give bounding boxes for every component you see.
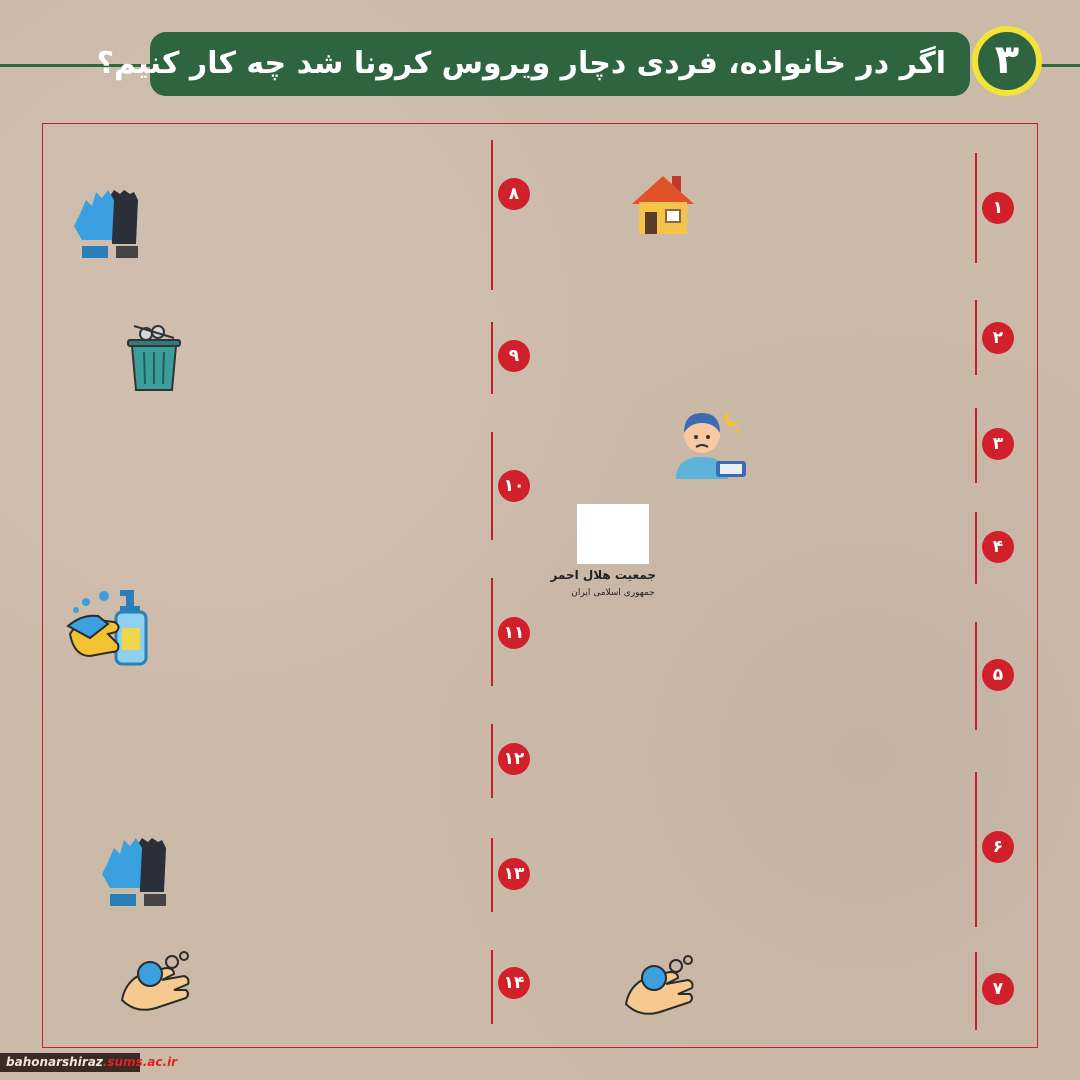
divider-line	[491, 322, 493, 394]
item-number-badge: ۱۳	[498, 858, 530, 890]
divider-line	[975, 512, 977, 584]
divider-line	[491, 838, 493, 912]
item-number-badge: ۱۲	[498, 743, 530, 775]
page-title: اگر در خانواده، فردی دچار ویروس کرونا شد چه کار کنیم؟	[150, 32, 970, 96]
divider-line	[975, 153, 977, 263]
item-number-badge: ۱۴	[498, 967, 530, 999]
section-number-badge: ۳	[972, 26, 1042, 96]
footer-domain: .sums.ac.ir	[102, 1055, 178, 1069]
divider-line	[975, 622, 977, 730]
logo-line-1: جمعیت هلال احمر	[550, 568, 656, 582]
item-number-badge: ۹	[498, 340, 530, 372]
divider-line	[975, 952, 977, 1030]
item-number-badge: ۶	[982, 831, 1014, 863]
divider-line	[975, 772, 977, 927]
item-number-badge: ۷	[982, 973, 1014, 1005]
item-number-badge: ۱	[982, 192, 1014, 224]
item-number-badge: ۱۱	[498, 617, 530, 649]
item-number-badge: ۴	[982, 531, 1014, 563]
header-rule-right	[1040, 64, 1080, 67]
item-number-badge: ۳	[982, 428, 1014, 460]
footer-site: bahonarshiraz	[6, 1055, 103, 1069]
house-icon	[630, 172, 696, 238]
divider-line	[975, 408, 977, 483]
item-number-badge: ۸	[498, 178, 530, 210]
hand-wash-icon	[620, 952, 700, 1032]
footer-watermark	[0, 1053, 178, 1072]
gloves-icon	[100, 832, 180, 912]
sleepless-person-icon	[668, 405, 752, 479]
item-number-badge: ۱۰	[498, 470, 530, 502]
item-number-badge: ۵	[982, 659, 1014, 691]
hand-wash-icon	[116, 948, 196, 1028]
divider-line	[491, 724, 493, 798]
red-crescent-icon	[577, 504, 649, 564]
item-number-badge: ۲	[982, 322, 1014, 354]
content-frame	[42, 123, 1038, 1048]
sanitizer-icon	[64, 580, 156, 672]
divider-line	[491, 578, 493, 686]
gloves-icon	[72, 184, 152, 264]
divider-line	[491, 950, 493, 1024]
trash-bin-icon	[124, 322, 184, 394]
divider-line	[491, 140, 493, 290]
divider-line	[491, 432, 493, 540]
divider-line	[975, 300, 977, 375]
logo-line-2: جمهوری اسلامی ایران	[571, 588, 655, 598]
